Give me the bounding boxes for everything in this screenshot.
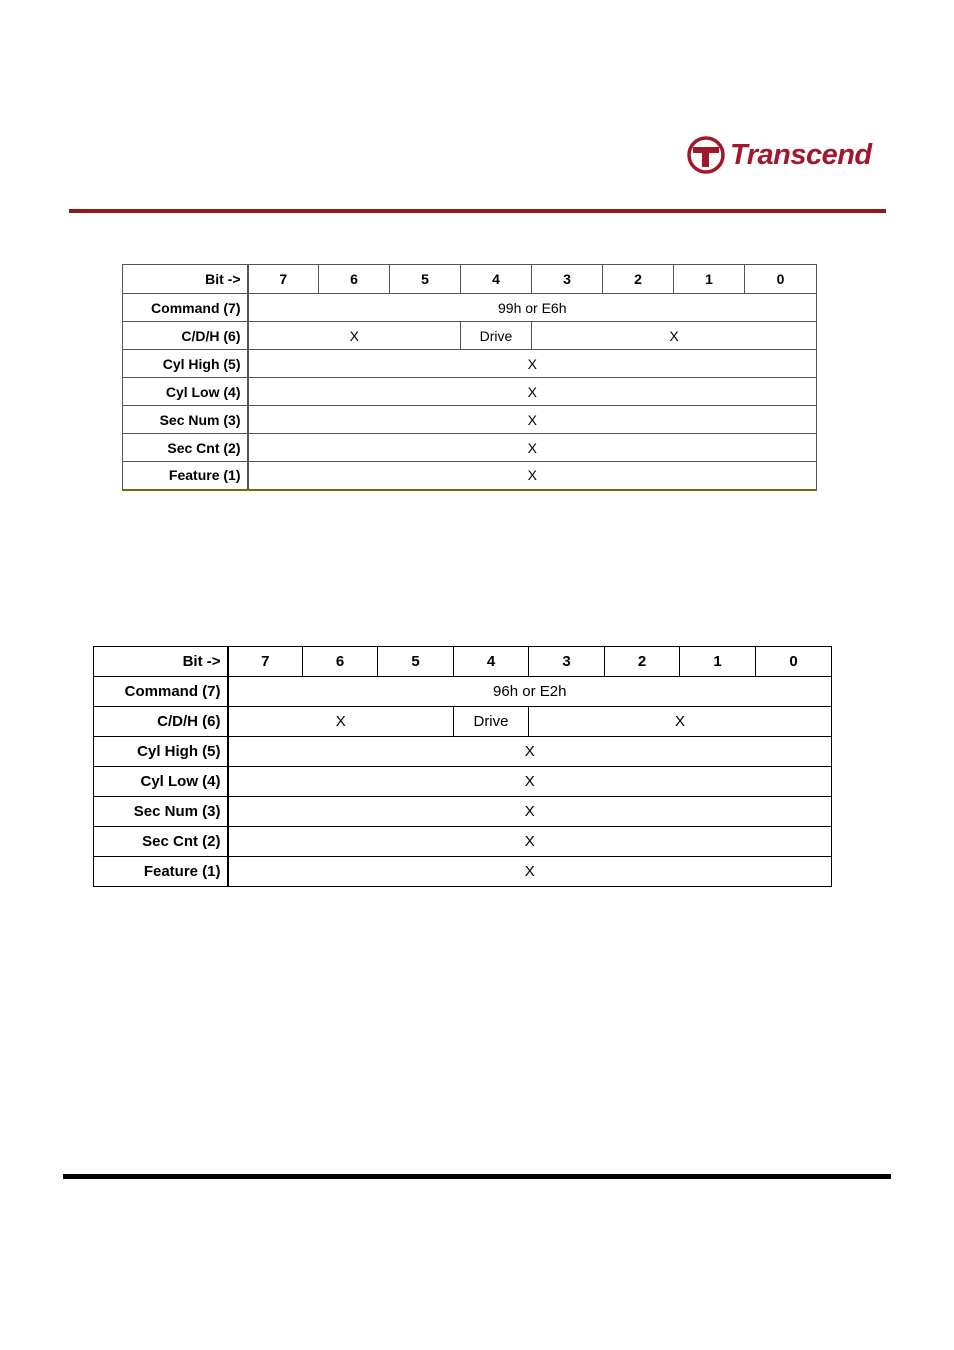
row-value: X <box>228 737 832 767</box>
row-label: Feature (1) <box>94 857 228 887</box>
table-row <box>123 378 817 406</box>
row-value: X <box>228 827 832 857</box>
bit-1: 1 <box>680 647 756 677</box>
bit-4: 4 <box>454 647 529 677</box>
table-row <box>123 434 817 462</box>
row-value: X <box>248 434 817 462</box>
row-value: X <box>228 797 832 827</box>
table-row <box>123 406 817 434</box>
row-value: X <box>228 767 832 797</box>
table-row <box>94 767 832 797</box>
cdh-row <box>94 707 832 737</box>
table-row <box>123 462 817 490</box>
bit-6: 6 <box>303 647 378 677</box>
row-label: Cyl Low (4) <box>123 378 248 406</box>
bit-6: 6 <box>319 265 390 294</box>
footer-rule <box>63 1174 891 1179</box>
bit-7: 7 <box>248 265 319 294</box>
row-label: Sec Num (3) <box>94 797 228 827</box>
cdh-drive-bit: Drive <box>454 707 529 737</box>
cdh-bits-7-5: X <box>228 707 454 737</box>
bit-2: 2 <box>605 647 680 677</box>
bit-4: 4 <box>461 265 532 294</box>
row-value: X <box>248 462 817 490</box>
bit-header-label: Bit -> <box>123 265 248 294</box>
header-rule <box>69 209 886 213</box>
logo-text: Transcend <box>730 138 872 171</box>
register-table-2 <box>93 646 832 887</box>
command-label: Command (7) <box>123 294 248 322</box>
row-label: Cyl High (5) <box>94 737 228 767</box>
row-label: Sec Cnt (2) <box>94 827 228 857</box>
table-row <box>94 797 832 827</box>
bit-3: 3 <box>532 265 603 294</box>
table-row <box>123 350 817 378</box>
table-row <box>94 827 832 857</box>
row-label: Sec Num (3) <box>123 406 248 434</box>
row-value: X <box>248 406 817 434</box>
register-table-1 <box>122 264 817 491</box>
command-label: Command (7) <box>94 677 228 707</box>
bit-header-row <box>123 265 817 294</box>
cdh-bits-7-5: X <box>248 322 461 350</box>
command-value: 99h or E6h <box>248 294 817 322</box>
bit-2: 2 <box>603 265 674 294</box>
bit-0: 0 <box>756 647 832 677</box>
row-value: X <box>248 350 817 378</box>
command-value: 96h or E2h <box>228 677 832 707</box>
bit-5: 5 <box>378 647 454 677</box>
table-row <box>94 857 832 887</box>
cdh-bits-3-0: X <box>529 707 832 737</box>
bit-5: 5 <box>390 265 461 294</box>
row-label: Cyl Low (4) <box>94 767 228 797</box>
bit-1: 1 <box>674 265 745 294</box>
cdh-label: C/D/H (6) <box>94 707 228 737</box>
row-value: X <box>248 378 817 406</box>
command-row <box>94 677 832 707</box>
command-row <box>123 294 817 322</box>
row-value: X <box>228 857 832 887</box>
bit-0: 0 <box>745 265 817 294</box>
row-label: Feature (1) <box>123 462 248 490</box>
bit-header-label: Bit -> <box>94 647 228 677</box>
row-label: Sec Cnt (2) <box>123 434 248 462</box>
cdh-drive-bit: Drive <box>461 322 532 350</box>
table-row <box>94 737 832 767</box>
cdh-bits-3-0: X <box>532 322 817 350</box>
cdh-row <box>123 322 817 350</box>
cdh-label: C/D/H (6) <box>123 322 248 350</box>
transcend-logo-icon <box>686 135 726 175</box>
bit-header-row <box>94 647 832 677</box>
row-label: Cyl High (5) <box>123 350 248 378</box>
bit-3: 3 <box>529 647 605 677</box>
transcend-logo <box>686 134 872 176</box>
bit-7: 7 <box>228 647 303 677</box>
